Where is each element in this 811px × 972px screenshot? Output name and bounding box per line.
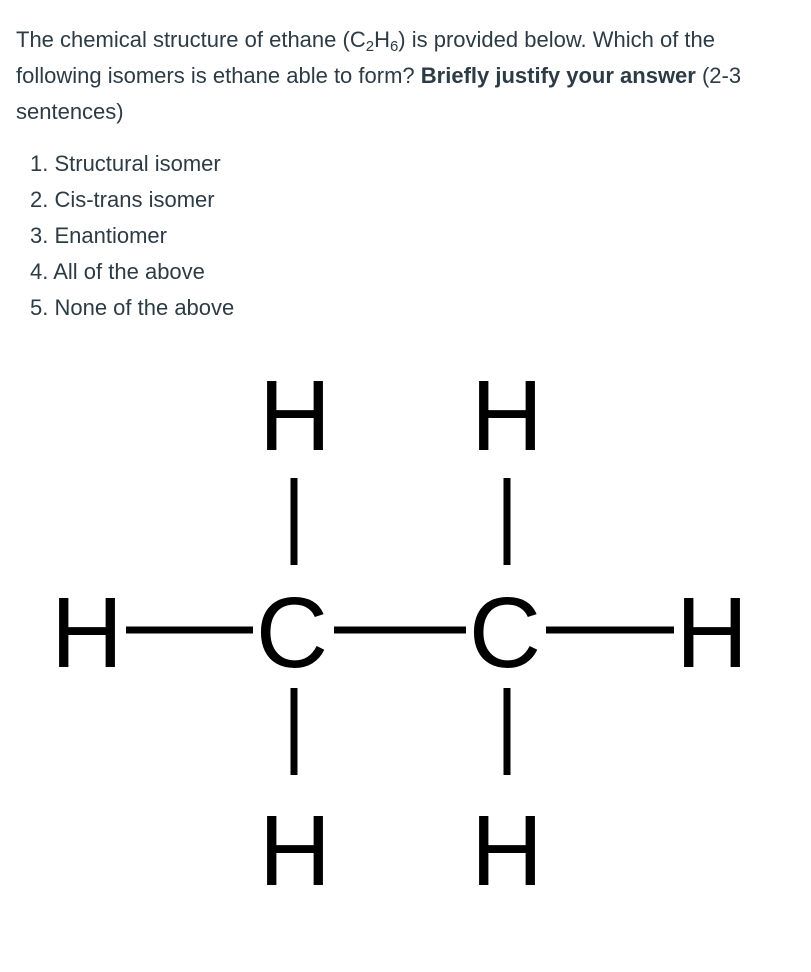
question-emphasis: Briefly justify your answer: [420, 63, 696, 88]
atom-h-right: H: [675, 577, 749, 689]
option-enantiomer: 3. Enantiomer: [30, 223, 167, 248]
atom-h-bottom-right: H: [470, 795, 544, 907]
option-all-of-the-above: 4. All of the above: [30, 259, 205, 284]
question-text: [16, 22, 796, 130]
ethane-structure-diagram: [0, 355, 811, 915]
atom-h-top-right: H: [470, 360, 544, 472]
option-structural-isomer: 1. Structural isomer: [30, 151, 221, 176]
atom-h-top-left: H: [258, 360, 332, 472]
question-part-1: The chemical structure of ethane (C: [16, 27, 366, 52]
question-part-4: (2-3 sentences): [16, 63, 742, 124]
atom-c-right: C: [468, 577, 542, 689]
subscript-6: 6: [389, 38, 399, 55]
option-cis-trans-isomer: 2. Cis-trans isomer: [30, 187, 215, 212]
atom-c-left: C: [255, 577, 329, 689]
atom-h-left: H: [50, 577, 124, 689]
option-none-of-the-above: 5. None of the above: [30, 295, 235, 320]
answer-options: [30, 146, 234, 326]
atom-h-bottom-left: H: [258, 795, 332, 907]
question-part-3: ) is provided below. Which of the following isomers is ethane able to form?: [16, 27, 716, 88]
subscript-2: 2: [365, 38, 375, 55]
question-part-2: H: [374, 27, 390, 52]
